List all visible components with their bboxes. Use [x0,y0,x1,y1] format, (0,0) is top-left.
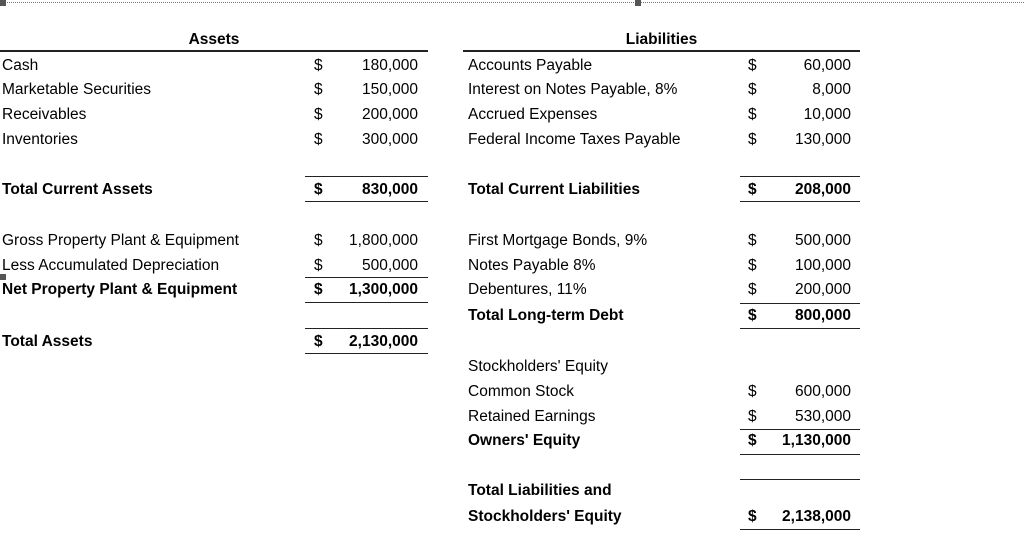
dollar-sign: $ [314,232,323,249]
liabilities-header: Liabilities [625,31,698,48]
row-amount: 180,000 [361,57,418,74]
row-amount: 8,000 [812,81,851,98]
row-amount: 600,000 [794,383,851,400]
row-label: Interest on Notes Payable, 8% [468,81,678,98]
dollar-sign: $ [748,383,757,400]
dollar-sign: $ [314,281,323,298]
dollar-sign: $ [748,257,757,274]
row-label: First Mortgage Bonds, 9% [468,232,648,249]
row-label: Accrued Expenses [468,106,598,123]
header-rule [463,50,860,52]
row-amount: 60,000 [803,57,851,74]
row-amount: 200,000 [794,281,851,298]
row-amount: 300,000 [361,131,418,148]
row-label: Retained Earnings [468,408,596,425]
rule [740,429,860,430]
row-label: Total Current Liabilities [468,181,640,198]
selection-border [0,2,1024,3]
rule [740,529,860,530]
row-label: Federal Income Taxes Payable [468,131,681,148]
row-amount: 500,000 [794,232,851,249]
row-label: Stockholders' Equity [468,508,622,525]
header-rule [0,50,428,52]
row-amount: 530,000 [794,408,851,425]
dollar-sign: $ [748,432,757,449]
row-label: Total Long-term Debt [468,307,624,324]
row-amount: 2,130,000 [349,333,418,350]
selection-handle[interactable] [0,0,6,6]
rule [305,302,428,303]
row-amount: 10,000 [803,106,851,123]
dollar-sign: $ [748,131,757,148]
rule [305,201,428,202]
rule [740,328,860,329]
selection-handle[interactable] [635,0,641,6]
rule [305,328,428,329]
row-label: Receivables [2,106,87,123]
row-label: Owners' Equity [468,432,581,449]
row-label: Debentures, 11% [468,281,587,298]
row-amount: 1,800,000 [349,232,418,249]
dollar-sign: $ [748,307,757,324]
row-label: Stockholders' Equity [468,358,608,375]
dollar-sign: $ [748,57,757,74]
row-label: Total Current Assets [2,181,153,198]
dollar-sign: $ [748,508,757,525]
dollar-sign: $ [748,81,757,98]
row-amount: 1,300,000 [349,281,418,298]
row-label: Less Accumulated Depreciation [2,257,220,274]
row-label: Inventories [2,131,78,148]
row-amount: 130,000 [794,131,851,148]
dollar-sign: $ [314,106,323,123]
dollar-sign: $ [314,131,323,148]
row-label: Marketable Securities [2,81,152,98]
row-amount: 800,000 [794,307,851,324]
row-label: Notes Payable 8% [468,257,596,274]
dollar-sign: $ [748,106,757,123]
row-label: Total Assets [2,333,93,350]
rule [305,277,428,278]
row-amount: 830,000 [361,181,418,198]
dollar-sign: $ [314,81,323,98]
row-amount: 2,138,000 [782,508,851,525]
row-amount: 200,000 [361,106,418,123]
dollar-sign: $ [314,181,323,198]
rule [740,303,860,304]
row-label: Common Stock [468,383,574,400]
dollar-sign: $ [748,281,757,298]
dollar-sign: $ [748,408,757,425]
row-amount: 150,000 [361,81,418,98]
dollar-sign: $ [314,257,323,274]
dollar-sign: $ [314,333,323,350]
rule [740,454,860,455]
rule [740,479,860,480]
rule [305,353,428,354]
dollar-sign: $ [314,57,323,74]
row-label: Accounts Payable [468,57,593,74]
assets-header: Assets [188,31,240,48]
rule [740,176,860,177]
row-label: Net Property Plant & Equipment [2,281,238,298]
rule [305,176,428,177]
row-amount: 1,130,000 [782,432,851,449]
row-label: Cash [2,57,39,74]
rule [740,201,860,202]
row-amount: 208,000 [794,181,851,198]
row-amount: 500,000 [361,257,418,274]
row-label: Gross Property Plant & Equipment [2,232,239,249]
row-label: Total Liabilities and [468,482,612,499]
dollar-sign: $ [748,181,757,198]
row-amount: 100,000 [794,257,851,274]
dollar-sign: $ [748,232,757,249]
